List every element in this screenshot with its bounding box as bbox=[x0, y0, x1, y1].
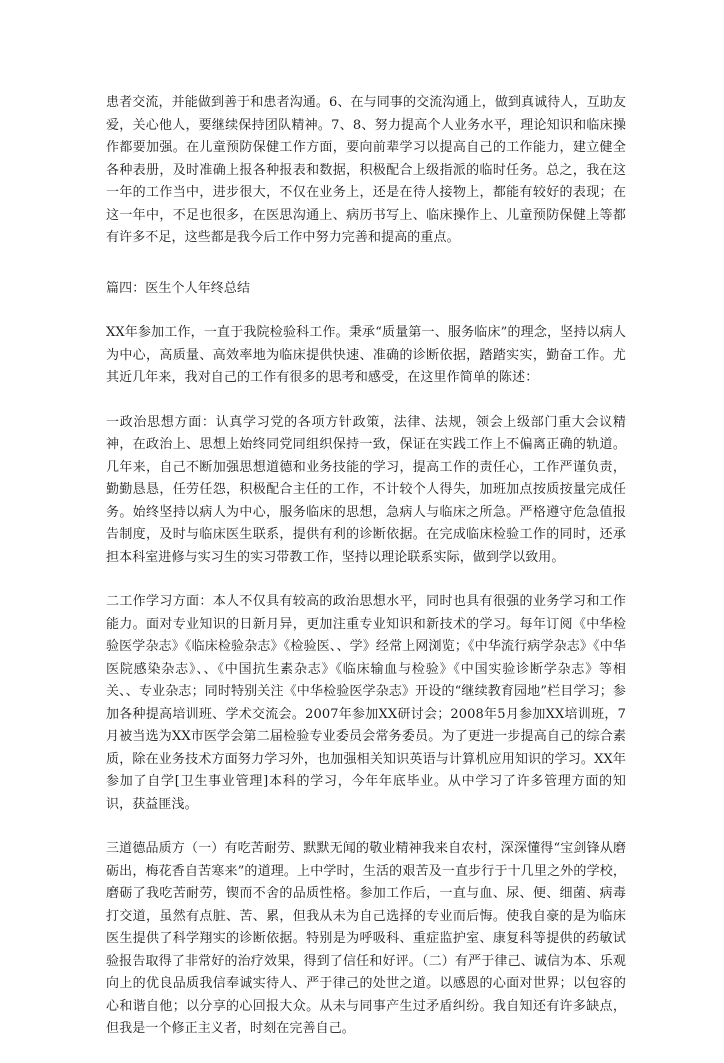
paragraph-work-study: 二工作学习方面：本人不仅具有较高的政治思想水平，同时也具有很强的业务学习和工作能力。面对专业知识的日新月异，更加注重专业知识和新技术的学习。每年订阅《中华检验医学杂志》《临床检验杂志》《检验医、、学》经常上网浏览；《中华流行病学杂志》《中华医院感染杂志》、、《中国抗生素杂志》《临床输血与检验》《中国实验诊断学杂志》等相关、、专业杂志；同时特别关注《中华检验医学杂志》开设的“继续教育园地”栏目学习；参加各种提高培训班、学术交流会。2007年参加XX研讨会；2008年5月参加XX培训班，7月被当选为XX市医学会第二届检验专业委员会常务委员。为了更进一步提高自己的综合素质，除在业务技术方面努力学习外，也加强相关知识英语与计算机应用知识的学习。XX年参加了自学[卫生事业管理]本科的学习，今年年底毕业。从中学习了许多管理方面的知识，获益匪浅。 bbox=[106, 594, 626, 812]
paragraph-moral-quality: 三道德品质方（一）有吃苦耐劳、默默无闻的敬业精神我来自农村，深深懂得“宝剑锋从磨砺出，梅花香自苦寒来”的道理。上中学时，生活的艰苦及一直步行于十几里之外的学校，磨砺了我吃苦耐劳，锲而不舍的品质性格。参加工作后，一直与血、尿、便、细菌、病毒打交道，虽然有点脏、苦、累，但我从未为自己选择的专业而后悔。使我自豪的是为临床医生提供了科学翔实的诊断依据。特别是为呼吸科、重症监护室、康复科等提供的药敏试验报告取得了非常好的治疗效果，得到了信任和好评。（二）有严于律己、诚信为本、乐观向上的优良品质我信奉诚实待人、严于律己的处世之道。以感恩的心面对世界；以包容的心和谐自他；以分享的心回报大众。从未与同事产生过矛盾纠纷。我自知还有许多缺点，但我是一个修正主义者，时刻在完善自己。 bbox=[106, 841, 626, 1036]
paragraph-continued-summary: 患者交流，并能做到善于和患者沟通。6、在与同事的交流沟通上，做到真诚待人，互助友爱，关心他人，要继续保持团队精神。7、8、努力提高个人业务水平，理论知识和临床操作都要加强。在儿童预防保健工作方面，要向前辈学习以提高自己的工作能力，建立健全各种表册，及时准确上报各种报表和数据，积极配合上级指派的临时任务。总之，我在这一年的工作当中，进步很大，不仅在业务上，还是在待人接物上，都能有较好的表现；在这一年中，不足也很多，在医思沟通上、病历书写上、临床操作上、儿童预防保健上等都有许多不足，这些都是我今后工作中努力完善和提高的重点。 bbox=[106, 95, 626, 245]
document-body bbox=[106, 92, 626, 1063]
paragraph-political-thought: 一政治思想方面：认真学习党的各项方针政策，法律、法规，领会上级部门重大会议精神，在政治上、思想上始终同党同组织保持一致，保证在实践工作上不偏离正确的轨道。几年来，自己不断加强思想道德和业务技能的学习，提高工作的责任心，工作严谨负责，勤勤恳恳，任劳任怨，积极配合主任的工作，不计较个人得失，加班加点按质按量完成任务。始终坚持以病人为中心，服务临床的思想，急病人与临床之所急。严格遵守危急值报告制度，及时与临床医生联系，提供有利的诊断依据。在完成临床检验工作的同时，还承担本科室进修与实习生的实习带教工作，坚持以理论联系实际，做到学以致用。 bbox=[106, 414, 626, 565]
section-heading-part4: 篇四：医生个人年终总结 bbox=[106, 280, 251, 296]
paragraph-introduction: XX年参加工作，一直于我院检验科工作。秉承“质量第一、服务临床”的理念，坚持以病人为中心，高质量、高效率地为临床提供快速、准确的诊断依据，踏踏实实，勤奋工作。尤其近几年来，我对自己的工作有很多的思考和感受，在这里作简单的陈述： bbox=[106, 325, 626, 385]
